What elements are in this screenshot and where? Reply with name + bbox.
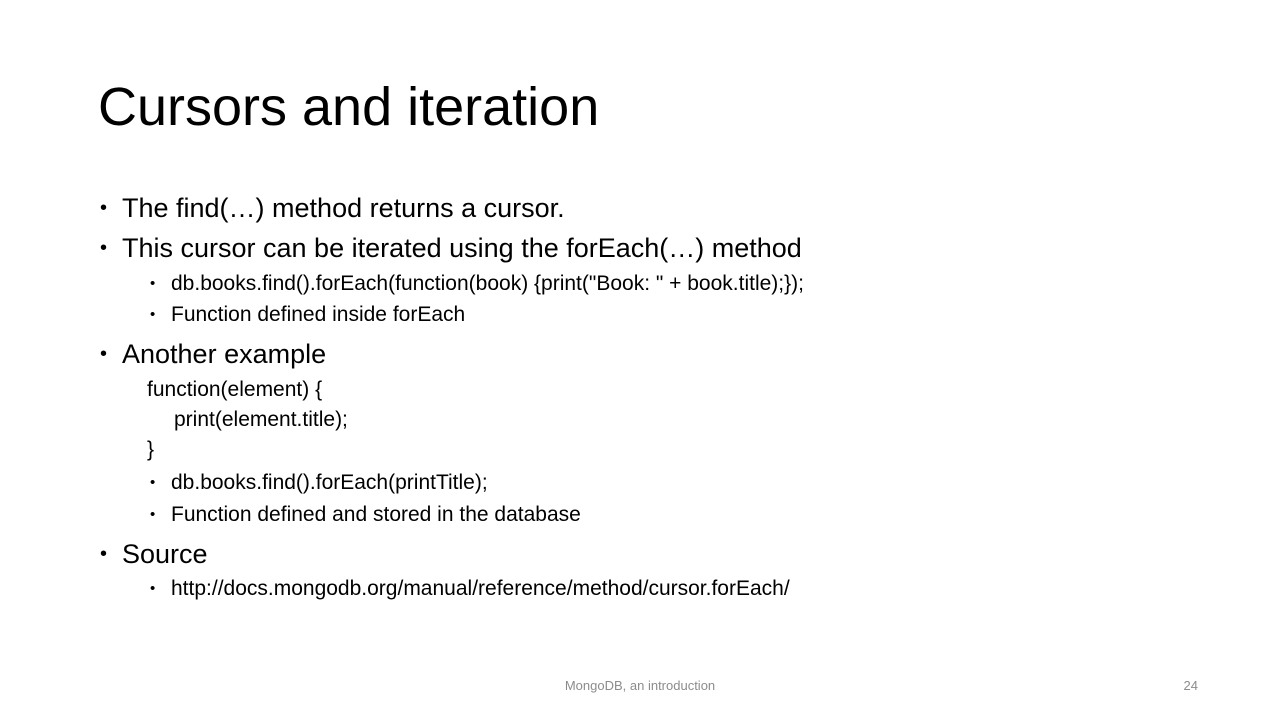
bullet-icon: • [100, 343, 108, 365]
sub-bullet-icon: • [150, 306, 156, 323]
sub-bullet-text: db.books.find().forEach(function(book) {print("Book: " + book.title);}); [171, 272, 804, 295]
bullet-icon: • [100, 197, 108, 219]
bullet-text: Source [122, 539, 208, 569]
sub-bullet-text: Function defined inside forEach [171, 303, 466, 326]
bullet-icon: • [100, 237, 108, 259]
sub-bullet-icon: • [150, 474, 156, 491]
bullet-text: Another example [122, 339, 327, 369]
sub-bullet-icon: • [150, 506, 156, 523]
sub-bullet-icon: • [150, 275, 156, 292]
footer-title: MongoDB, an introduction [564, 678, 716, 693]
bullet-text: This cursor can be iterated using the forEach(…) method [122, 233, 802, 263]
bullet-text: The find(…) method returns a cursor. [122, 193, 565, 223]
slide-title: Cursors and iteration [98, 77, 600, 137]
page-number: 24 [1183, 678, 1198, 693]
sub-bullet-text: db.books.find().forEach(printTitle); [171, 471, 488, 494]
sub-bullet-icon: • [150, 580, 156, 597]
bullet-icon: • [100, 543, 108, 565]
source-link[interactable]: http://docs.mongodb.org/manual/reference/method/cursor.forEach/ [171, 577, 790, 600]
code-line: function(element) { [147, 378, 323, 401]
code-line: print(element.title); [174, 408, 348, 431]
sub-bullet-text: Function defined and stored in the database [171, 503, 581, 526]
code-line: } [147, 438, 155, 461]
